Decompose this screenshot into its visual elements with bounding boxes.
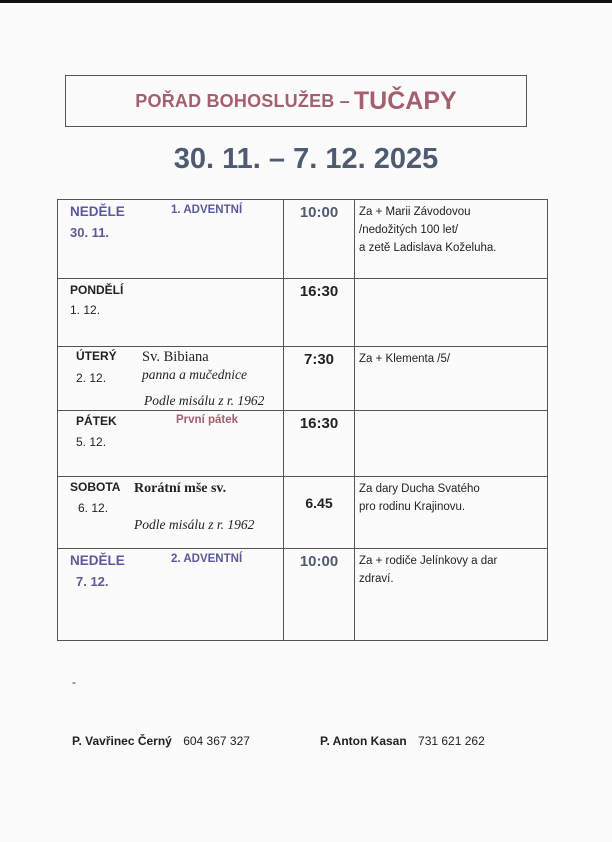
schedule-table bbox=[57, 199, 548, 641]
intention-line: Za dary Ducha Svatého bbox=[359, 483, 480, 495]
rorate-mass-label: Rorátní mše sv. bbox=[134, 481, 227, 496]
day-name: NEDĚLE bbox=[70, 553, 125, 568]
mass-time: 10:00 bbox=[299, 204, 339, 221]
stray-dash: - bbox=[72, 675, 76, 689]
missal-note: Podle misálu z r. 1962 bbox=[134, 517, 255, 532]
intention-line: Za + rodiče Jelínkovy a dar bbox=[359, 555, 498, 567]
day-date: 5. 12. bbox=[76, 435, 107, 449]
mass-time: 16:30 bbox=[299, 283, 339, 300]
priest-2-contact bbox=[320, 734, 485, 748]
title-main: POŘAD BOHOSLUŽEB – bbox=[135, 90, 350, 111]
intention-cell bbox=[355, 279, 548, 347]
title-place: TUČAPY bbox=[353, 86, 457, 115]
saint-name: Sv. Bibiana bbox=[142, 349, 209, 365]
title-box bbox=[65, 75, 527, 127]
time-cell bbox=[284, 200, 355, 279]
time-cell bbox=[284, 347, 355, 411]
saint-title: panna a mučednice bbox=[142, 367, 247, 382]
time-cell bbox=[284, 411, 355, 477]
intention-line: pro rodinu Krajinovu. bbox=[359, 501, 466, 513]
table-row bbox=[58, 347, 548, 411]
day-cell bbox=[58, 477, 284, 549]
intention-line: Za + Marii Závodovou bbox=[359, 206, 471, 218]
day-cell bbox=[58, 200, 284, 279]
time-cell bbox=[284, 477, 355, 549]
mass-time: 6.45 bbox=[305, 495, 333, 511]
mass-time: 7:30 bbox=[303, 351, 335, 368]
day-name: PONDĚLÍ bbox=[70, 283, 124, 297]
missal-note: Podle misálu z r. 1962 bbox=[144, 393, 265, 408]
time-cell bbox=[284, 279, 355, 347]
day-date: 1. 12. bbox=[70, 303, 101, 317]
table-row bbox=[58, 549, 548, 641]
table-row bbox=[58, 477, 548, 549]
intention-cell bbox=[355, 411, 548, 477]
day-name: NEDĚLE bbox=[70, 204, 125, 219]
table-row bbox=[58, 200, 548, 279]
mass-time: 16:30 bbox=[299, 415, 339, 432]
table-row bbox=[58, 279, 548, 347]
day-cell bbox=[58, 549, 284, 641]
priest-1-phone: 604 367 327 bbox=[183, 734, 250, 748]
date-range: 30. 11. – 7. 12. 2025 bbox=[173, 143, 439, 175]
time-cell bbox=[284, 549, 355, 641]
day-name: ÚTERÝ bbox=[76, 349, 117, 363]
intention-line: /nedožitých 100 let/ bbox=[359, 224, 459, 236]
intention-line: Za + Klementa /5/ bbox=[359, 353, 451, 365]
day-cell bbox=[58, 279, 284, 347]
day-date: 30. 11. bbox=[70, 225, 110, 240]
feast-label: 2. ADVENTNÍ bbox=[171, 553, 243, 565]
intention-line: a zetě Ladislava Koželuha. bbox=[359, 242, 497, 254]
feast-label: 1. ADVENTNÍ bbox=[171, 204, 243, 216]
mass-time: 10:00 bbox=[299, 553, 339, 570]
intention-cell bbox=[355, 549, 548, 641]
feast-label: První pátek bbox=[176, 414, 238, 426]
day-date: 2. 12. bbox=[76, 371, 107, 385]
priest-1-name: P. Vavřinec Černý bbox=[72, 734, 172, 748]
day-cell bbox=[58, 347, 284, 411]
priest-1-contact bbox=[72, 734, 250, 748]
intention-cell bbox=[355, 477, 548, 549]
intention-cell bbox=[355, 200, 548, 279]
priest-2-phone: 731 621 262 bbox=[418, 734, 485, 748]
day-date: 7. 12. bbox=[76, 574, 109, 589]
intention-cell bbox=[355, 347, 548, 411]
intention-line: zdraví. bbox=[359, 573, 394, 585]
priest-2-name: P. Anton Kasan bbox=[320, 734, 407, 748]
day-date: 6. 12. bbox=[78, 501, 109, 515]
table-row bbox=[58, 411, 548, 477]
day-cell bbox=[58, 411, 284, 477]
scan-top-edge bbox=[0, 0, 612, 3]
day-name: PÁTEK bbox=[76, 414, 117, 428]
day-name: SOBOTA bbox=[70, 480, 121, 494]
